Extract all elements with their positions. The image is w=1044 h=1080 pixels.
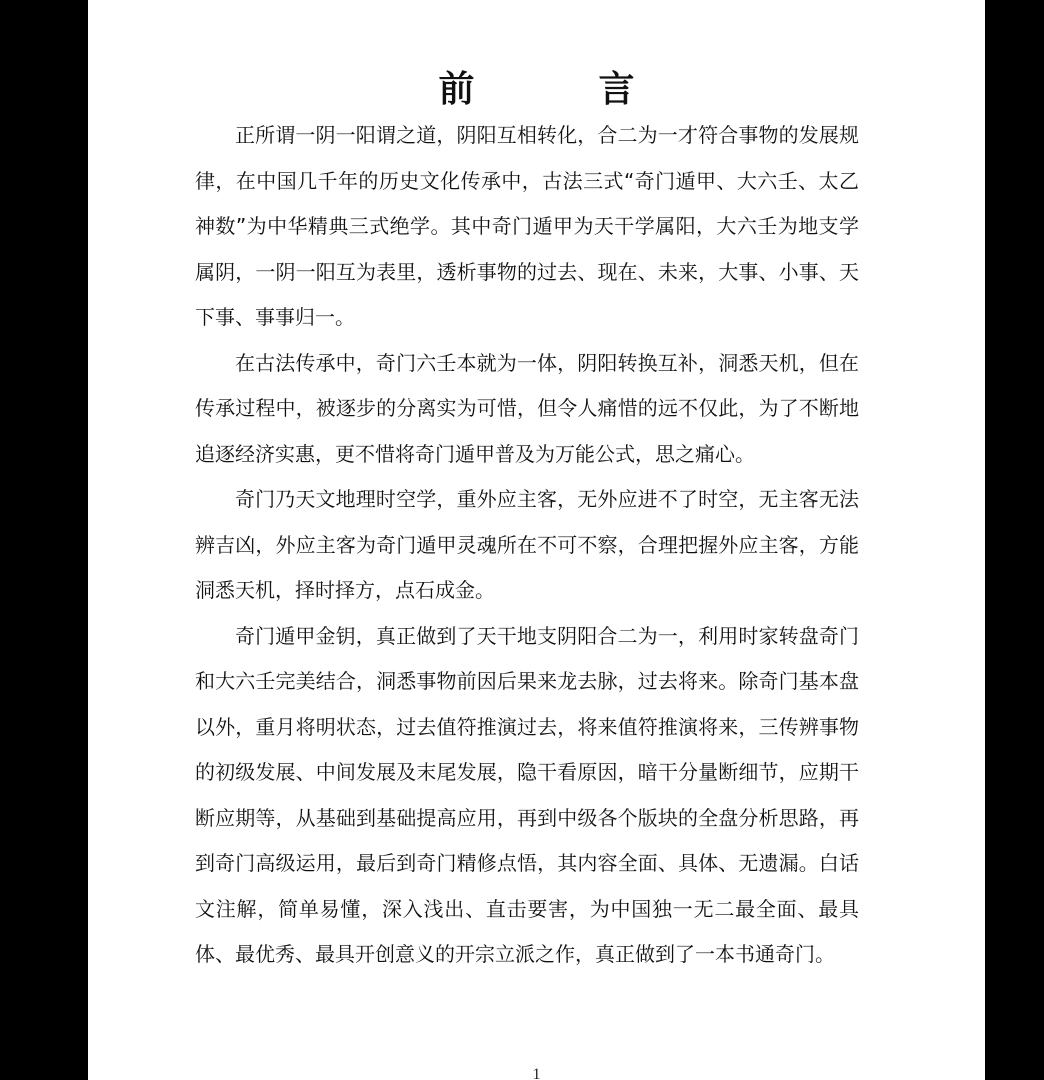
document-page [88, 0, 985, 1080]
page-title: 前 言 [438, 68, 679, 110]
paragraph-4: 奇门遁甲金钥，真正做到了天干地支阴阳合二为一，利用时家转盘奇门和大六壬完美结合，洞悉事物前因后果来龙去脉，过去将来。除奇门基本盘以外，重月将明状态，过去值符推演过去，将来值符推演将来，三传辨事物的初级发展、中间发展及末尾发展，隐干看原因，暗干分量断细节，应期干断应期等，从基础到基础提高应用，再到中级各个版块的全盘分析思路，再到奇门高级运用，最后到奇门精修点悟，其内容全面、具体、无遗漏。白话文注解，简单易懂，深入浅出、直击要害，为中国独一无二最全面、最具体、最优秀、最具开创意义的开宗立派之作，真正做到了一本书通奇门。 [195, 623, 859, 966]
paragraph-1: 正所谓一阴一阳谓之道，阴阳互相转化，合二为一才符合事物的发展规律，在中国几千年的历史文化传承中，古法三式“奇门遁甲、大六壬、太乙神数”为中华精典三式绝学。其中奇门遁甲为天干学属阳，大六壬为地支学属阴，一阴一阳互为表里，透析事物的过去、现在、未来，大事、小事、天下事、事事归一。 [195, 123, 859, 329]
paragraph-3: 奇门乃天文地理时空学，重外应主客，无外应进不了时空，无主客无法辨吉凶，外应主客为奇门遁甲灵魂所在不可不察，合理把握外应主客，方能洞悉天机，择时择方，点石成金。 [195, 487, 859, 602]
page-number: 1 [532, 1066, 541, 1080]
preface-body [195, 113, 859, 978]
paragraph-2: 在古法传承中，奇门六壬本就为一体，阴阳转换互补，洞悉天机，但在传承过程中，被逐步的分离实为可惜，但令人痛惜的远不仅此，为了不断地追逐经济实惠，更不惜将奇门遁甲普及为万能公式，思之痛心。 [195, 350, 859, 466]
